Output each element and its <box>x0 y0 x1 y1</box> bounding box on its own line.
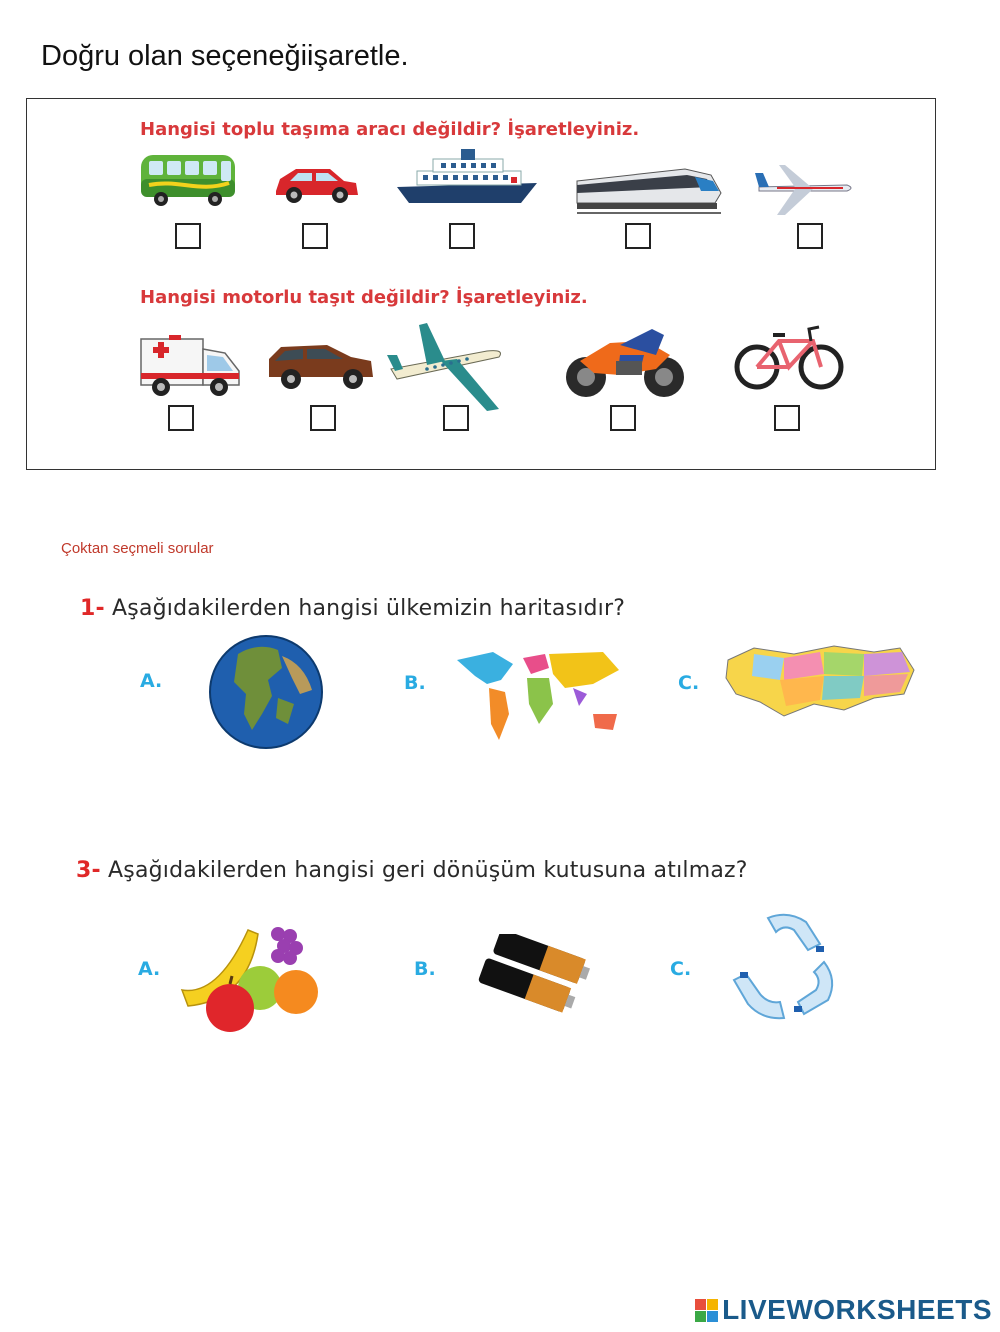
airplane-icon <box>755 161 855 217</box>
batteries-icon[interactable] <box>478 934 604 1014</box>
mc-question-1-number: 1- <box>80 596 105 621</box>
mc-question-3-text: Aşağıdakilerden hangisi geri dönüşüm kutusuna atılmaz? <box>108 858 748 883</box>
question-1-text: Hangisi toplu taşıma aracı değildir? İşaretleyiniz. <box>140 119 640 140</box>
instruction-text: Doğru olan seçeneğiişaretle. <box>41 40 409 72</box>
mc3-option-c-label[interactable]: C. <box>670 958 692 980</box>
checkbox-q1-train[interactable] <box>625 223 651 249</box>
mc-question-1 <box>80 596 625 621</box>
mc1-option-c-label[interactable]: C. <box>678 672 700 694</box>
world-map-icon[interactable] <box>453 644 625 744</box>
checkbox-q1-ship[interactable] <box>449 223 475 249</box>
suv-icon <box>267 339 375 393</box>
checkbox-q2-motorcycle[interactable] <box>610 405 636 431</box>
brand-name: LIVEWORKSHEETS <box>722 1294 992 1325</box>
ambulance-icon <box>139 331 243 401</box>
mc1-option-b-label[interactable]: B. <box>404 672 426 694</box>
liveworksheets-brand[interactable] <box>695 1294 992 1326</box>
checkbox-q2-bicycle[interactable] <box>774 405 800 431</box>
checkbox-q1-airplane[interactable] <box>797 223 823 249</box>
globe-icon[interactable] <box>208 634 324 750</box>
motorcycle-icon <box>560 325 690 401</box>
checkbox-q2-suv[interactable] <box>310 405 336 431</box>
mc3-option-a-label[interactable]: A. <box>138 958 161 980</box>
train-icon <box>575 161 723 215</box>
bicycle-icon <box>733 323 845 393</box>
recycle-bottles-icon[interactable] <box>728 910 842 1022</box>
ship-icon <box>397 149 537 207</box>
checkbox-q2-airplane[interactable] <box>443 405 469 431</box>
airplane-icon <box>387 319 507 415</box>
checkbox-q1-bus[interactable] <box>175 223 201 249</box>
liveworksheets-logo-icon <box>695 1299 718 1322</box>
checkbox-q2-ambulance[interactable] <box>168 405 194 431</box>
fruits-icon[interactable] <box>178 910 322 1036</box>
mc-question-3-number: 3- <box>76 858 101 883</box>
question-2-text: Hangisi motorlu taşıt değildir? İşaretleyiniz. <box>140 287 588 308</box>
bus-icon <box>139 149 239 209</box>
section-title: Çoktan seçmeli sorular <box>61 540 214 557</box>
exercise-box <box>26 98 936 470</box>
mc-question-3 <box>76 858 748 883</box>
turkey-map-icon[interactable] <box>724 640 916 722</box>
mc-question-1-text: Aşağıdakilerden hangisi ülkemizin haritasıdır? <box>112 596 626 621</box>
mc3-option-b-label[interactable]: B. <box>414 958 436 980</box>
mc1-option-a-label[interactable]: A. <box>140 670 163 692</box>
checkbox-q1-car[interactable] <box>302 223 328 249</box>
car-icon <box>272 161 362 207</box>
